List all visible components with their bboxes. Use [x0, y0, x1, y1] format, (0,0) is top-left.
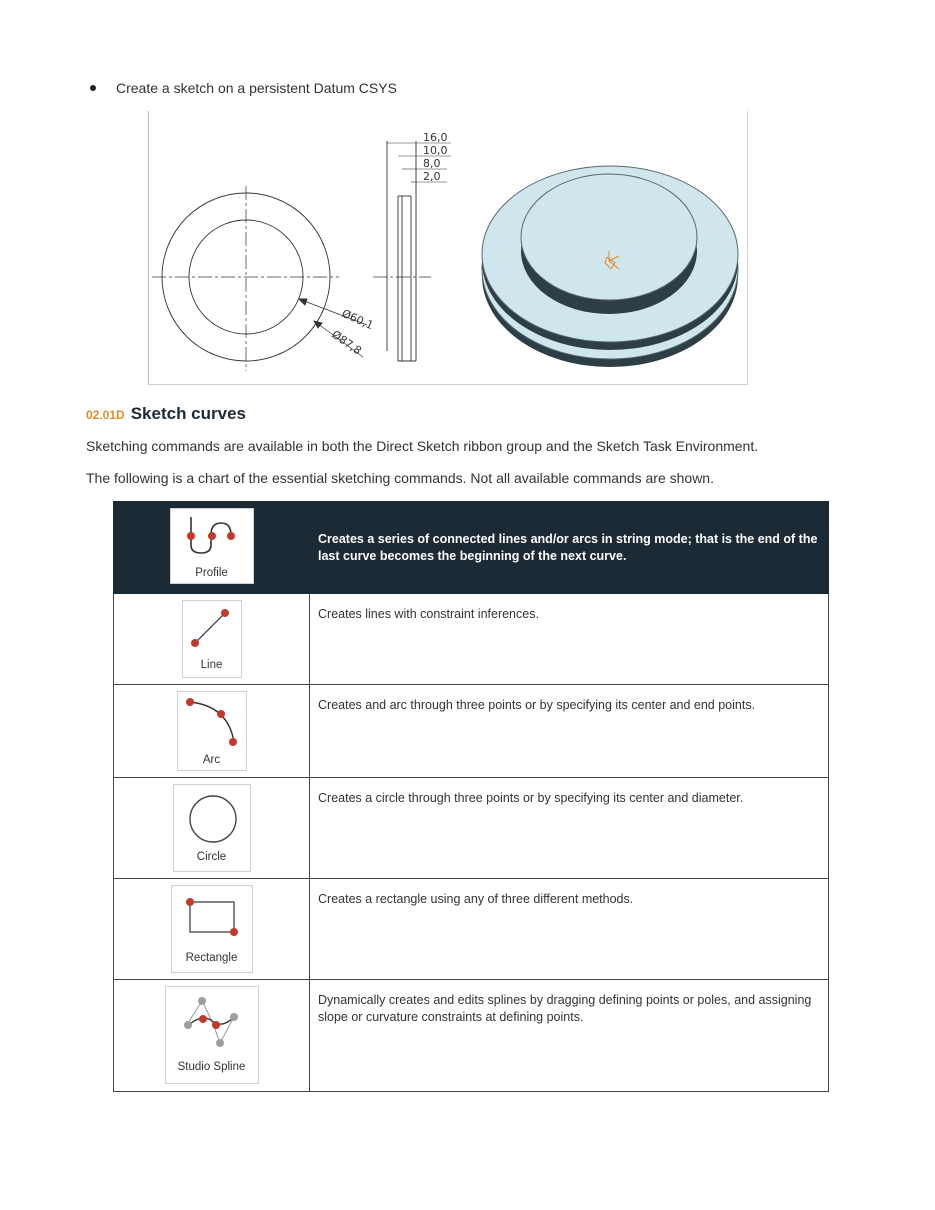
table-row-line	[114, 594, 829, 685]
section-number: 02.01D	[86, 408, 125, 422]
cad-drawing	[149, 111, 749, 385]
command-icon-cell	[114, 502, 310, 594]
table-row-studio-spline	[114, 980, 829, 1092]
table-row-rectangle	[114, 879, 829, 980]
front-view	[152, 186, 367, 371]
bullet-text: Create a sketch on a persistent Datum CSYS	[116, 80, 397, 96]
rectangle-command-button[interactable]	[171, 885, 253, 973]
arc-command-button[interactable]	[177, 691, 247, 771]
rectangle-icon	[172, 886, 254, 950]
command-icon-cell	[114, 778, 310, 879]
profile-icon	[171, 509, 255, 565]
dimension-label-16: 16,0	[423, 131, 448, 144]
paragraph-availability: Sketching commands are available in both the Direct Sketch ribbon group and the Sketch Task Environment.	[86, 438, 759, 454]
command-description: Dynamically creates and edits splines by dragging defining points or poles, and assigning slope or curvature constraints at defining points.	[310, 980, 829, 1092]
command-icon-cell	[114, 685, 310, 778]
command-description: Creates and arc through three points or by specifying its center and end points.	[310, 685, 829, 778]
studio-spline-icon	[166, 987, 260, 1059]
cad-drawing-figure	[148, 111, 748, 385]
section-heading	[86, 404, 246, 424]
command-icon-cell	[114, 980, 310, 1092]
command-label: Rectangle	[185, 952, 238, 964]
command-icon-cell	[114, 594, 310, 685]
paragraph-chart-intro: The following is a chart of the essential sketching commands. Not all available commands are shown.	[86, 470, 714, 486]
table-row-profile	[114, 502, 829, 594]
command-label: Arc	[202, 754, 221, 766]
command-label: Circle	[196, 851, 227, 863]
dimension-label-2: 2,0	[423, 170, 441, 183]
command-description: Creates a series of connected lines and/or arcs in string mode; that is the end of the last curve becomes the beginning of the next curve.	[310, 502, 829, 594]
dimension-label-10: 10,0	[423, 144, 448, 157]
command-label: Profile	[195, 567, 228, 579]
table-row-circle	[114, 778, 829, 879]
command-description: Creates lines with constraint inferences.	[310, 594, 829, 685]
studio-spline-command-button[interactable]	[165, 986, 259, 1084]
diameter-label-inner: Ø60,1	[339, 306, 376, 333]
circle-icon	[174, 785, 252, 849]
command-label: Line	[200, 659, 223, 671]
bullet-item	[90, 80, 397, 96]
profile-command-button[interactable]	[170, 508, 254, 584]
command-description: Creates a circle through three points or by specifying its center and diameter.	[310, 778, 829, 879]
sketch-commands-table	[113, 501, 829, 1092]
circle-command-button[interactable]	[173, 784, 251, 872]
line-icon	[183, 601, 243, 657]
diameter-label-outer: Ø87,8	[329, 327, 364, 358]
arc-icon	[178, 692, 248, 752]
table-row-arc	[114, 685, 829, 778]
command-icon-cell	[114, 879, 310, 980]
command-label: Studio Spline	[177, 1061, 246, 1073]
bullet-dot	[90, 85, 96, 91]
section-title: Sketch curves	[130, 404, 246, 423]
command-description: Creates a rectangle using any of three different methods.	[310, 879, 829, 980]
line-command-button[interactable]	[182, 600, 242, 678]
disc-3d-view	[482, 166, 738, 367]
dimension-label-8: 8,0	[423, 157, 441, 170]
